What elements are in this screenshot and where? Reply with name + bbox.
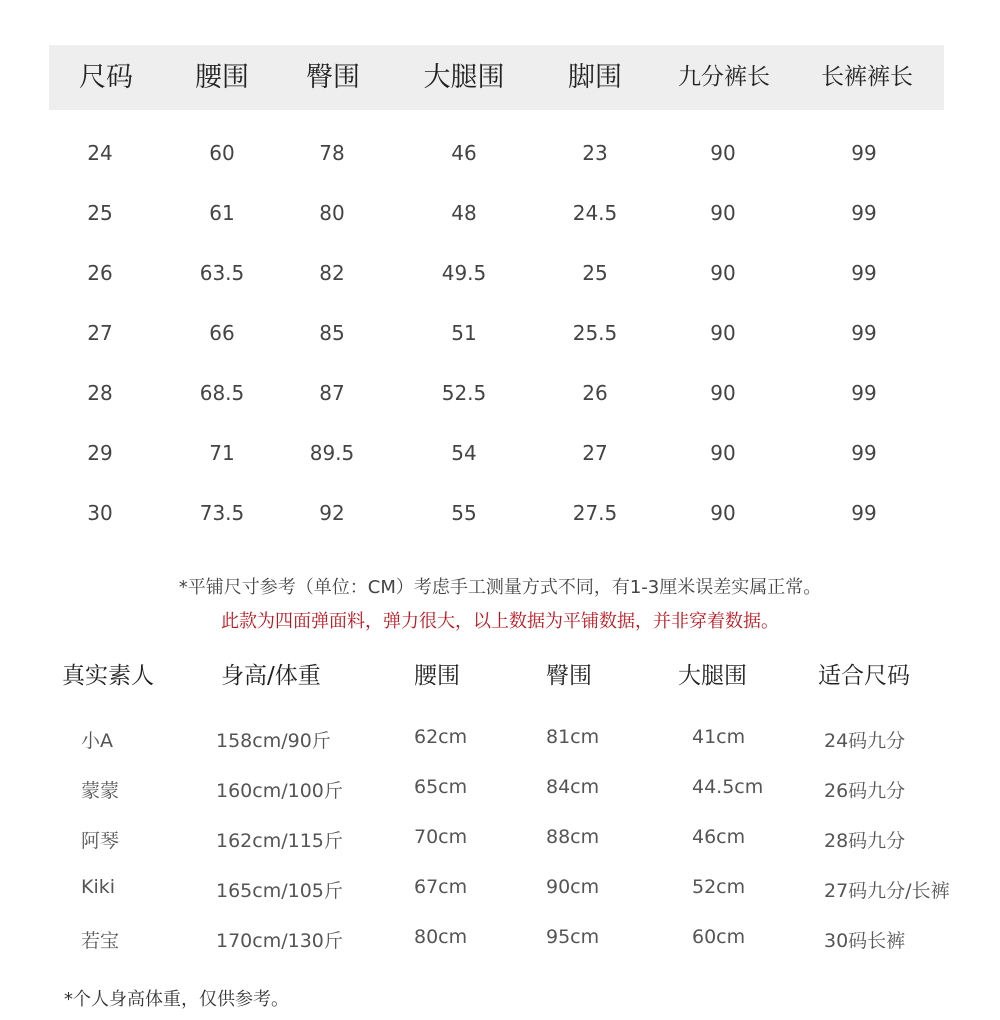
size-cell: 63.5: [199, 261, 245, 285]
size-cell: 99: [851, 381, 877, 405]
elastic-warning-note: 此款为四面弹面料，弹力很大，以上数据为平铺数据，并非穿着数据。: [221, 611, 779, 632]
size-cell: 26: [87, 261, 113, 285]
size-cell: 99: [851, 501, 877, 525]
people-cell: 90cm: [546, 876, 600, 898]
size-cell: 54: [451, 441, 477, 465]
size-cell: 27.5: [572, 501, 618, 525]
size-cell: 90: [710, 261, 736, 285]
people-cell: 52cm: [692, 876, 746, 898]
size-table-header: [49, 45, 944, 110]
people-cell: 88cm: [546, 826, 600, 848]
people-cell: 62cm: [414, 726, 468, 748]
size-cell: 99: [851, 141, 877, 165]
header-model-hip: 臀围: [546, 663, 592, 689]
people-cell: 80cm: [414, 926, 468, 948]
model-name: Kiki: [81, 876, 116, 898]
people-cell: 70cm: [414, 826, 468, 848]
people-cell: 65cm: [414, 776, 468, 798]
size-cell: 87: [319, 381, 345, 405]
header-model: 真实素人: [62, 663, 154, 689]
people-cell: 81cm: [546, 726, 600, 748]
size-cell: 25.5: [572, 321, 618, 345]
size-cell: 73.5: [199, 501, 245, 525]
people-cell: 95cm: [546, 926, 600, 948]
size-cell: 71: [209, 441, 235, 465]
header-full-length: 长裤裤长: [821, 64, 913, 90]
header-fit-size: 适合尺码: [818, 663, 910, 689]
model-name: 小A: [81, 730, 113, 752]
size-cell: 24: [87, 141, 113, 165]
header-cropped-length: 九分裤长: [678, 64, 770, 90]
size-cell: 99: [851, 261, 877, 285]
size-cell: 99: [851, 321, 877, 345]
header-model-thigh: 大腿围: [678, 663, 747, 689]
size-cell: 80: [319, 201, 345, 225]
size-cell: 66: [209, 321, 235, 345]
size-cell: 27: [87, 321, 113, 345]
size-cell: 23: [582, 141, 608, 165]
size-cell: 24.5: [572, 201, 618, 225]
size-cell: 90: [710, 321, 736, 345]
size-cell: 51: [451, 321, 477, 345]
size-cell: 99: [851, 201, 877, 225]
people-cell: 165cm/105斤: [216, 880, 343, 902]
header-model-waist: 腰围: [414, 663, 460, 689]
size-cell: 90: [710, 141, 736, 165]
size-cell: 55: [451, 501, 477, 525]
people-cell: 41cm: [692, 726, 746, 748]
size-cell: 52.5: [441, 381, 487, 405]
size-cell: 48: [451, 201, 477, 225]
size-cell: 99: [851, 441, 877, 465]
people-cell: 44.5cm: [692, 776, 764, 798]
model-name: 蒙蒙: [81, 780, 120, 802]
size-cell: 60: [209, 141, 235, 165]
people-cell: 26码九分: [824, 780, 906, 802]
header-hip: 臀围: [306, 62, 360, 93]
people-cell: 84cm: [546, 776, 600, 798]
size-cell: 68.5: [199, 381, 245, 405]
header-thigh: 大腿围: [423, 62, 505, 93]
size-cell: 49.5: [441, 261, 487, 285]
size-cell: 92: [319, 501, 345, 525]
size-cell: 25: [582, 261, 608, 285]
size-cell: 25: [87, 201, 113, 225]
people-cell: 27码九分/长裤: [824, 880, 950, 902]
measurement-note: *平铺尺寸参考（单位：CM）考虑手工测量方式不同，有1-3厘米误差实属正常。: [178, 577, 822, 598]
people-cell: 170cm/130斤: [216, 930, 343, 952]
people-cell: 67cm: [414, 876, 468, 898]
size-cell: 28: [87, 381, 113, 405]
size-cell: 30: [87, 501, 113, 525]
size-cell: 78: [319, 141, 345, 165]
size-cell: 90: [710, 201, 736, 225]
footnote: *个人身高体重，仅供参考。: [64, 989, 289, 1010]
size-cell: 90: [710, 441, 736, 465]
size-cell: 61: [209, 201, 235, 225]
size-cell: 46: [451, 141, 477, 165]
size-cell: 29: [87, 441, 113, 465]
people-cell: 24码九分: [824, 730, 906, 752]
people-cell: 160cm/100斤: [216, 780, 343, 802]
model-name: 若宝: [81, 930, 120, 952]
size-cell: 90: [710, 381, 736, 405]
people-cell: 60cm: [692, 926, 746, 948]
header-size: 尺码: [79, 62, 133, 93]
people-cell: 162cm/115斤: [216, 830, 343, 852]
size-cell: 89.5: [309, 441, 355, 465]
size-cell: 82: [319, 261, 345, 285]
header-height-weight: 身高/体重: [221, 663, 321, 689]
header-hem: 脚围: [568, 62, 622, 93]
size-cell: 90: [710, 501, 736, 525]
people-cell: 46cm: [692, 826, 746, 848]
people-cell: 158cm/90斤: [216, 730, 331, 752]
model-name: 阿琴: [81, 830, 120, 852]
size-cell: 26: [582, 381, 608, 405]
people-cell: 28码九分: [824, 830, 906, 852]
size-cell: 85: [319, 321, 345, 345]
size-cell: 27: [582, 441, 608, 465]
people-cell: 30码长裤: [824, 930, 906, 952]
header-waist: 腰围: [195, 62, 249, 93]
